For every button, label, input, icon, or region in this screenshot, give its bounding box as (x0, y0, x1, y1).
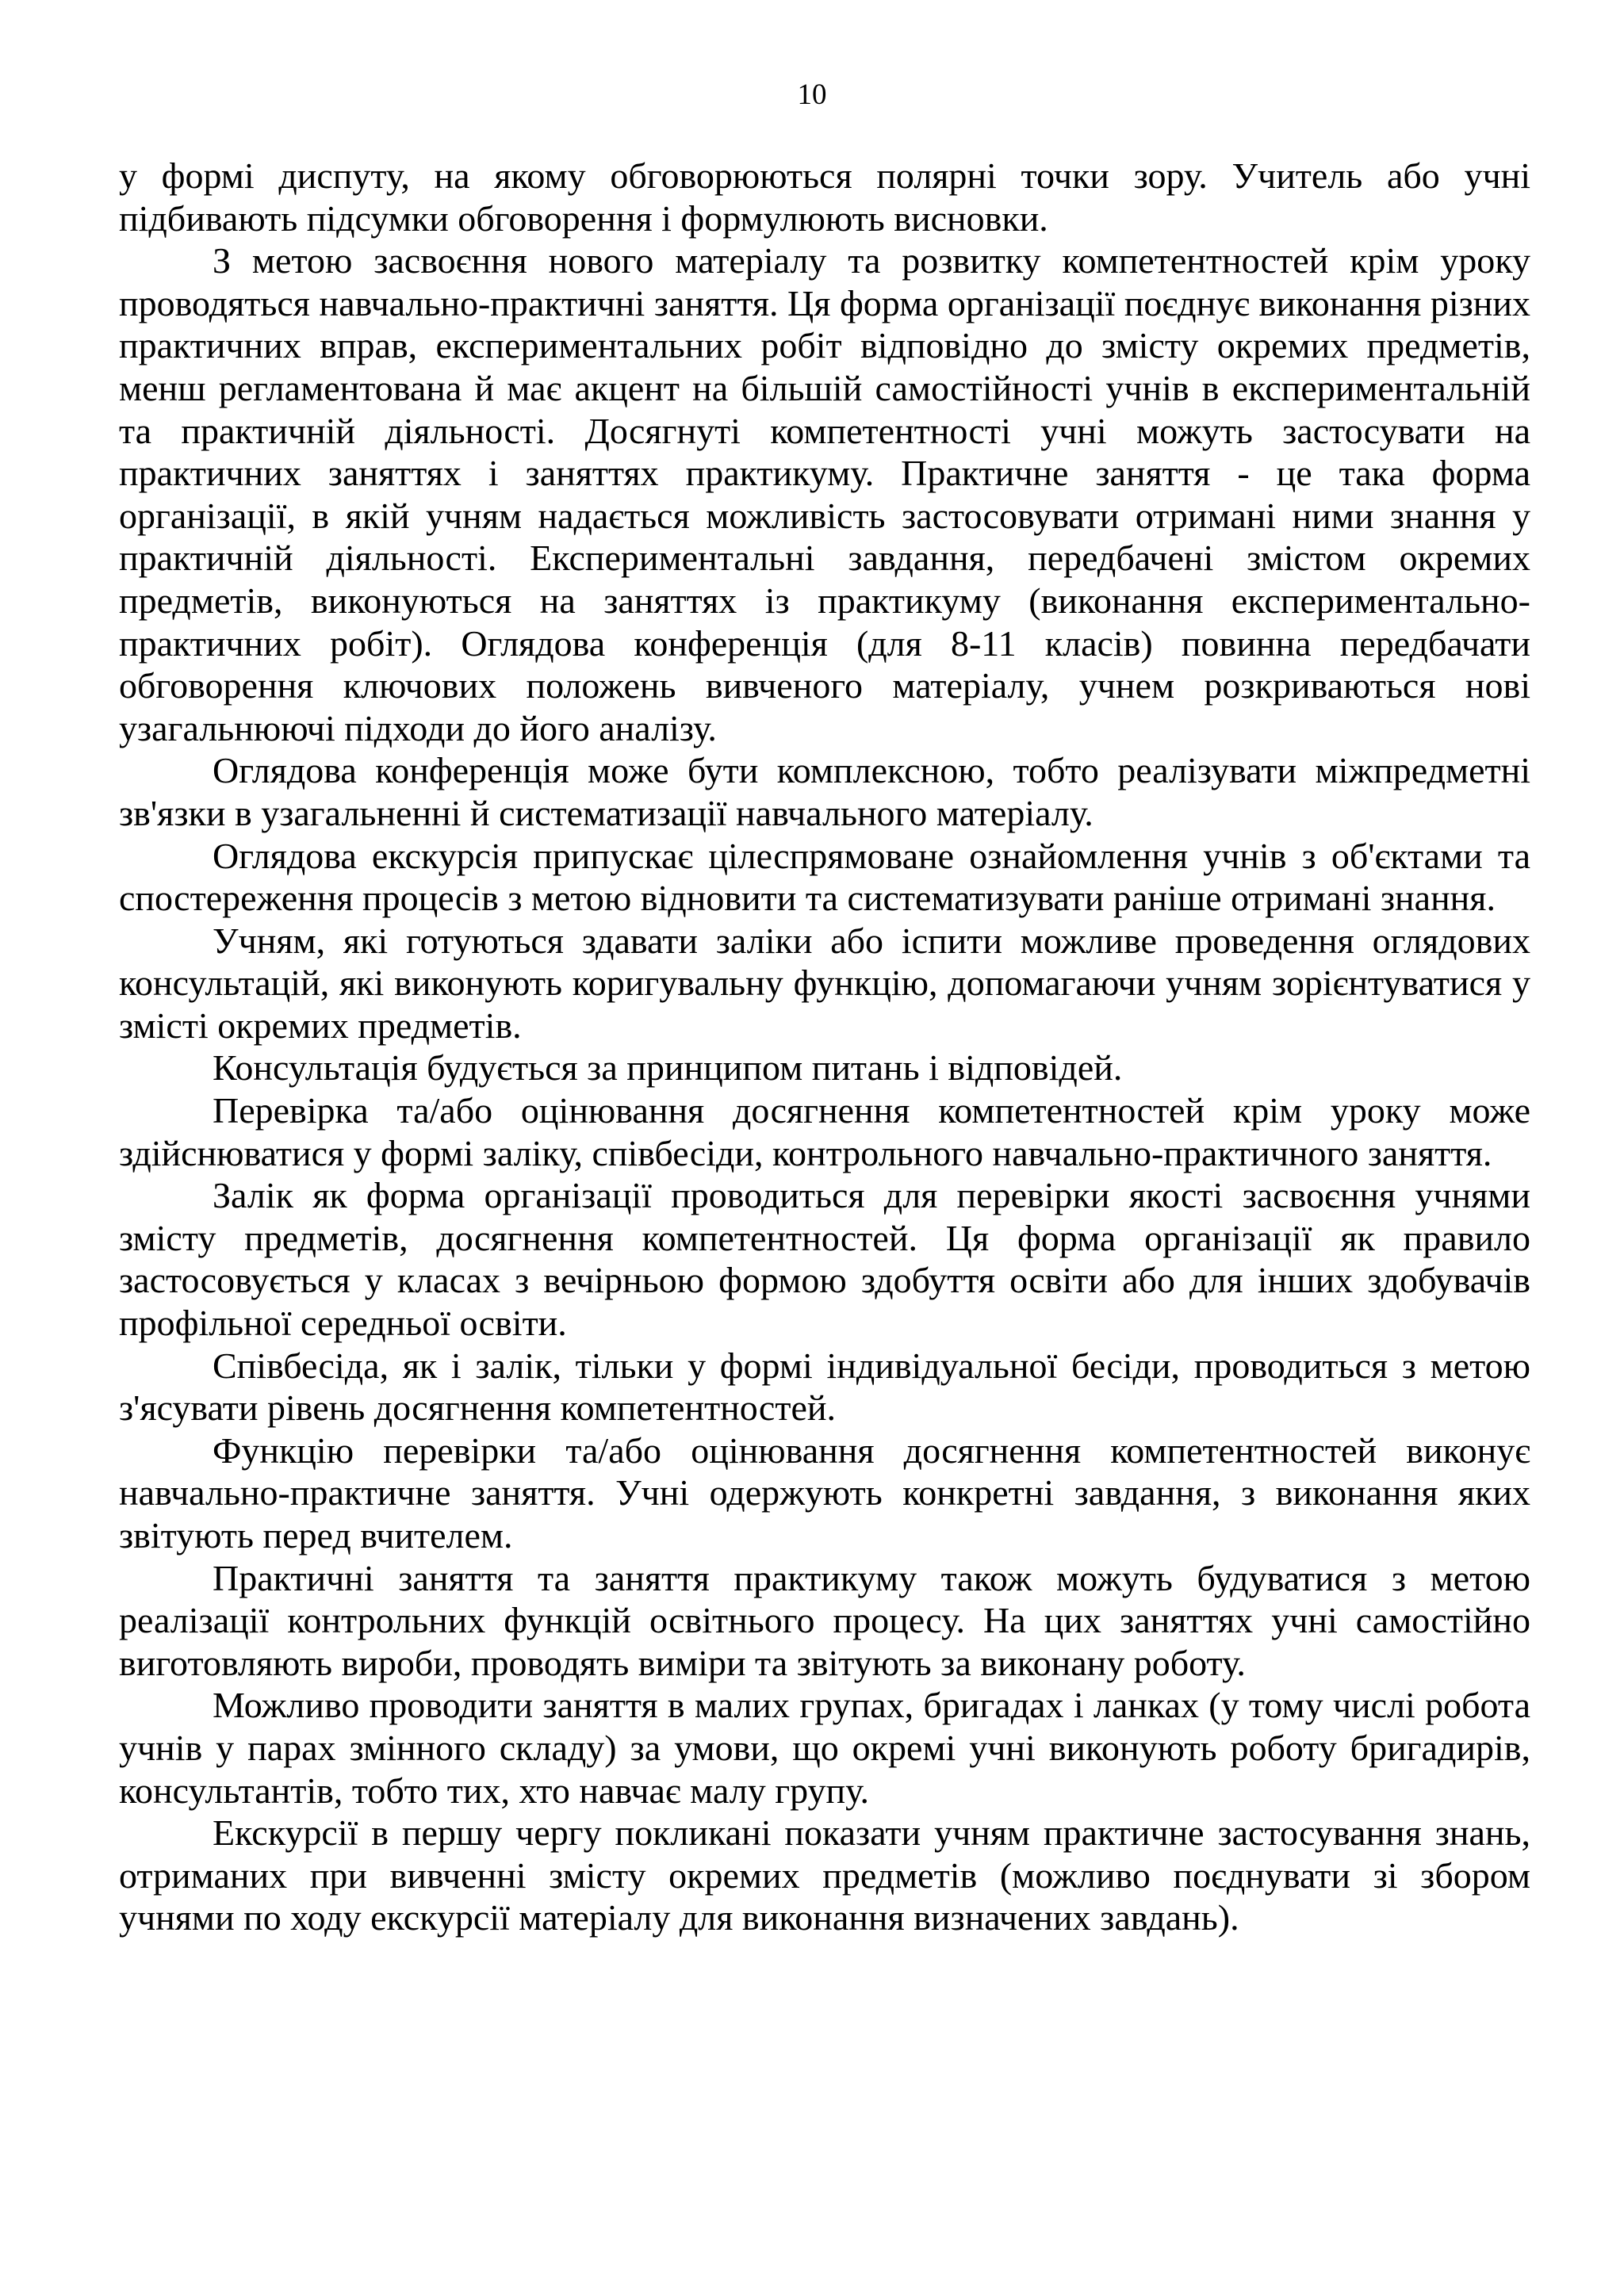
paragraph: Співбесіда, як і залік, тільки у формі індивідуальної бесіди, проводиться з метою з'ясувати рівень досягнення компетентностей. (119, 1345, 1530, 1429)
paragraph: Функцію перевірки та/або оцінювання досягнення компетентностей виконує навчально-практичне заняття. Учні одержують конкретні завдання, з виконання яких звітують перед вчителем. (119, 1429, 1530, 1556)
paragraph: Учням, які готуються здавати заліки або іспити можливе проведення оглядових консультацій, які виконують коригувальну функцію, допомагаючи учням зорієнтуватися у змісті окремих предметів. (119, 920, 1530, 1046)
paragraph: Оглядова екскурсія припускає цілеспрямоване ознайомлення учнів з об'єктами та спостереження процесів з метою відновити та систематизувати раніше отримані знання. (119, 835, 1530, 919)
paragraph: Перевірка та/або оцінювання досягнення компетентностей крім уроку може здійснюватися у формі заліку, співбесіди, контрольного навчально-практичного заняття. (119, 1090, 1530, 1173)
paragraph: Консультація будується за принципом питань і відповідей. (213, 1047, 1123, 1089)
paragraph: Залік як форма організації проводиться для перевірки якості засвоєння учнями змісту предметів, досягнення компетентностей. Ця форма організації як правило застосовується у класах з вечірньою формою здобуття освіти або для інших здобувачів профільної середньої освіти. (119, 1175, 1530, 1344)
body-text (119, 155, 1530, 1939)
paragraph: Практичні заняття та заняття практикуму також можуть будуватися з метою реалізації контрольних функцій освітнього процесу. На цих заняттях учні самостійно виготовляють вироби, проводять виміри та звітують за виконану роботу. (119, 1557, 1530, 1683)
paragraph: З метою засвоєння нового матеріалу та розвитку компетентностей крім уроку проводяться навчально-практичні заняття. Ця форма організації поєднує виконання різних практичних вправ, експериментальних робіт відповідно до змісту окремих предметів, менш регламентована й має акцент на більшій самостійності учнів в експериментальній та практичній діяльності. Досягнуті компетентності учні можуть застосувати на практичних заняттях і заняттях практикуму. Практичне заняття - це така форма організації, в якій учням надається можливість застосовувати отримані ними знання у практичній діяльності. Експериментальні завдання, передбачені змістом окремих предметів, виконуються на заняттях із практикуму (виконання експериментально-практичних робіт). Оглядова конференція (для 8-11 класів) повинна передбачати обговорення ключових положень вивченого матеріалу, учнем розкриваються нові узагальнюючі підходи до його аналізу. (119, 240, 1530, 748)
paragraph-continuation: у формі диспуту, на якому обговорюються полярні точки зору. Учитель або учні підбивають підсумки обговорення і формулюють висновки. (119, 155, 1530, 239)
paragraph: Оглядова конференція може бути комплексною, тобто реалізувати міжпредметні зв'язки в узагальненні й систематизації навчального матеріалу. (119, 750, 1530, 833)
page-number: 10 (797, 78, 827, 111)
paragraph: Екскурсії в першу чергу покликані показати учням практичне застосування знань, отриманих при вивченні змісту окремих предметів (можливо поєднувати зі збором учнями по ходу екскурсії матеріалу для виконання визначених завдань). (119, 1812, 1530, 1938)
paragraph: Можливо проводити заняття в малих групах, бригадах і ланках (у тому числі робота учнів у парах змінного складу) за умови, що окремі учні виконують роботу бригадирів, консультантів, тобто тих, хто навчає малу групу. (119, 1685, 1530, 1811)
